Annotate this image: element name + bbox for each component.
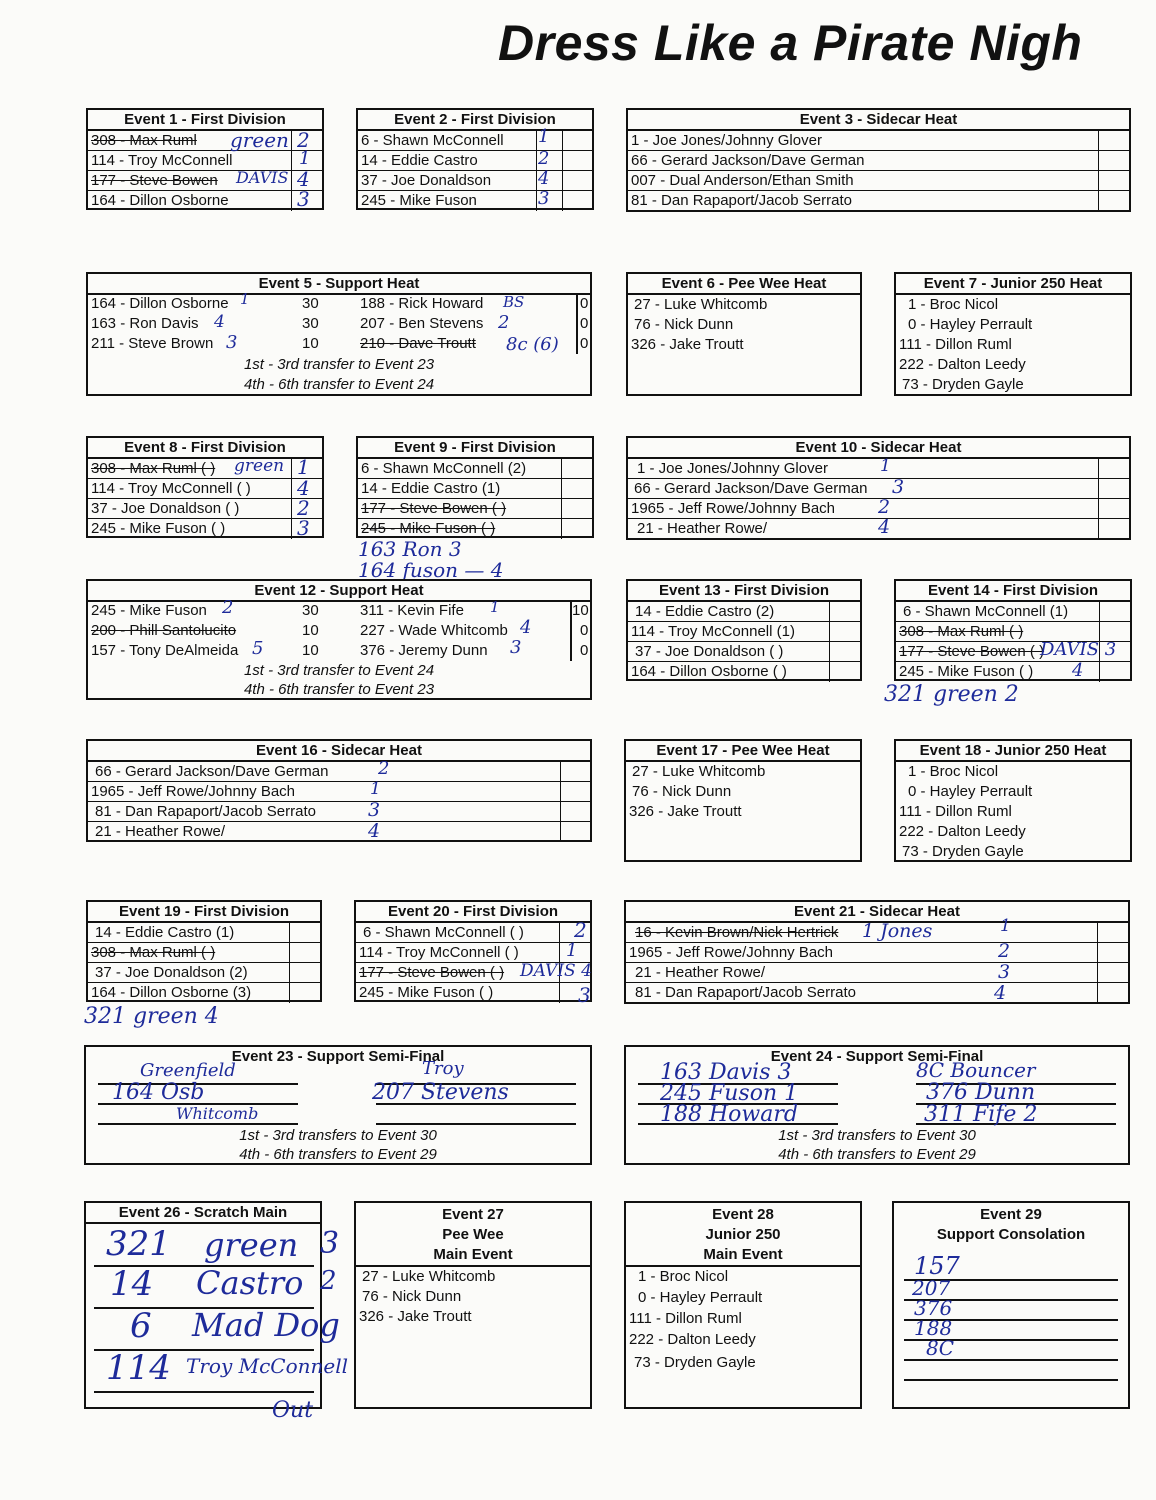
handwritten-note: 1 Jones [862, 920, 933, 942]
event-7-box [894, 272, 1132, 396]
event-2-row: 14 - Eddie Castro [358, 151, 592, 171]
event-12-points: 30 [302, 602, 319, 619]
event-2-row: 245 - Mike Fuson [358, 191, 592, 211]
event-27-type: Main Event [433, 1246, 513, 1263]
event-1-row: 114 - Troy McConnell [88, 151, 322, 171]
event-5-points: 0 [580, 335, 589, 352]
event-24-transfer-note: 4th - 6th transfers to Event 29 [778, 1146, 976, 1163]
event-8-box [86, 436, 324, 538]
event-2-row: 6 - Shawn McConnell [358, 131, 592, 151]
handwritten-place: 1 [490, 598, 500, 616]
event-19-row: 308 - Max Ruml ( ) [88, 943, 320, 963]
handwritten-place: 5 [252, 638, 264, 659]
handwritten-place: 1 [299, 148, 311, 169]
event-27-box [354, 1201, 592, 1409]
handwritten-entry: 157 [914, 1252, 960, 1280]
event-9-row: 6 - Shawn McConnell (2) [358, 459, 592, 479]
event-8-row: 245 - Mike Fuson ( ) [88, 519, 322, 539]
handwritten-place: 1 [566, 940, 578, 961]
event-7-header: Event 7 - Junior 250 Heat [896, 274, 1130, 295]
event-7-entry: 111 - Dillon Ruml [899, 336, 1012, 353]
handwritten-place: 2 [222, 597, 234, 618]
event-18-entry: 111 - Dillon Ruml [899, 803, 1012, 820]
handwritten-entry: 207 [912, 1276, 951, 1300]
event-5-points: 0 [580, 315, 589, 332]
handwritten-note: green [230, 128, 289, 152]
handwritten-place: 1 [297, 455, 310, 479]
event-29-class: Support Consolation [936, 1226, 1086, 1243]
handwritten-note: green [234, 456, 285, 476]
event-19-header: Event 19 - First Division [88, 902, 320, 923]
handwritten-note: DAVIS 3 [1040, 639, 1117, 660]
event-28-entry: 111 - Dillon Ruml [629, 1310, 742, 1327]
event-5-entry: 211 - Steve Brown [91, 335, 214, 352]
handwritten-place: 4 [1072, 660, 1084, 681]
handwritten-place: 3 [510, 637, 522, 658]
handwritten-note: 321 green 2 [884, 682, 1019, 707]
event-12-points: 0 [580, 642, 589, 659]
event-20-header: Event 20 - First Division [356, 902, 590, 923]
handwritten-place: 3 [578, 983, 591, 1007]
event-29-header [894, 1203, 1128, 1245]
handwritten-place: 3 [998, 961, 1011, 983]
handwritten-note: 163 Ron 3 [358, 537, 462, 561]
event-12-points: 10 [302, 642, 319, 659]
event-12-entry: 376 - Jeremy Dunn [360, 642, 488, 659]
event-7-entry: 222 - Dalton Leedy [899, 356, 1026, 373]
event-1-box [86, 108, 324, 210]
event-12-entry: 311 - Kevin Fife [360, 602, 464, 619]
event-17-entry: 76 - Nick Dunn [632, 783, 732, 800]
event-3-row: 66 - Gerard Jackson/Dave German [628, 151, 1129, 171]
event-24-header: Event 24 - Support Semi-Final [770, 1048, 984, 1065]
event-2-row: 37 - Joe Donaldson [358, 171, 592, 191]
event-21-row: 16 - Kevin Brown/Nick Hertrick [626, 923, 1128, 943]
handwritten-entry: 163 Davis 3 [660, 1060, 792, 1085]
event-21-row: 1965 - Jeff Rowe/Johnny Bach [626, 943, 1128, 963]
handwritten-place: 3 [226, 332, 238, 353]
event-16-row: 21 - Heather Rowe/ [88, 822, 590, 842]
event-10-header: Event 10 - Sidecar Heat [628, 438, 1129, 459]
event-10-row: 21 - Heather Rowe/ [628, 519, 1129, 539]
event-8-header: Event 8 - First Division [88, 438, 322, 459]
handwritten-place: 2 [538, 148, 550, 169]
handwritten-entry: 188 [914, 1316, 953, 1340]
event-5-entry: 163 - Ron Davis [91, 315, 199, 332]
event-7-entry: 1 - Broc Nicol [908, 296, 999, 313]
handwritten-entry: 376 [914, 1296, 953, 1320]
event-13-row: 14 - Eddie Castro (2) [628, 602, 860, 622]
event-3-row: 81 - Dan Rapaport/Jacob Serrato [628, 191, 1129, 211]
handwritten-entry: Troy McConnell [186, 1354, 349, 1378]
event-28-box [624, 1201, 862, 1409]
event-28-header [626, 1203, 860, 1267]
event-12-points: 10 [302, 622, 319, 639]
event-26-header: Event 26 - Scratch Main [86, 1203, 320, 1224]
event-1-row: 177 - Steve Bowen [88, 171, 322, 191]
handwritten-entry: Mad Dog [192, 1306, 340, 1344]
handwritten-place: 2 [320, 1266, 337, 1296]
event-23-transfer-note: 4th - 6th transfers to Event 29 [239, 1146, 437, 1163]
handwritten-entry: Whitcomb [176, 1104, 259, 1123]
event-5-entry: 164 - Dillon Osborne [91, 295, 229, 312]
event-14-row: 6 - Shawn McConnell (1) [896, 602, 1130, 622]
event-5-points: 0 [580, 295, 589, 312]
handwritten-note: BS [503, 293, 525, 311]
handwritten-entry: green [204, 1226, 299, 1264]
handwritten-place: 4 [878, 516, 891, 538]
event-19-row: 164 - Dillon Osborne (3) [88, 983, 320, 1003]
event-3-header: Event 3 - Sidecar Heat [628, 110, 1129, 131]
event-10-row: 1 - Joe Jones/Johnny Glover [628, 459, 1129, 479]
event-6-entry: 27 - Luke Whitcomb [634, 296, 768, 313]
handwritten-entry: 207 Stevens [372, 1080, 509, 1105]
event-27-title: Event 27 [442, 1206, 504, 1223]
event-5-header: Event 5 - Support Heat [88, 274, 590, 295]
event-17-box [624, 739, 862, 862]
handwritten-place: 4 [520, 617, 532, 638]
event-13-row: 164 - Dillon Osborne ( ) [628, 662, 860, 682]
event-9-box [356, 436, 594, 538]
event-18-header: Event 18 - Junior 250 Heat [896, 741, 1130, 762]
event-9-row: 177 - Steve Bowen ( ) [358, 499, 592, 519]
handwritten-entry: 6 [130, 1306, 152, 1346]
event-1-row: 308 - Max Ruml [88, 131, 322, 151]
handwritten-place: 4 [297, 476, 310, 500]
handwritten-place: 4 [214, 312, 225, 332]
event-19-row: 14 - Eddie Castro (1) [88, 923, 320, 943]
event-27-class: Pee Wee [442, 1226, 504, 1243]
event-3-row: 1 - Joe Jones/Johnny Glover [628, 131, 1129, 151]
handwritten-entry: Castro [196, 1264, 304, 1302]
event-5-entry: 188 - Rick Howard [360, 295, 484, 312]
event-8-row: 114 - Troy McConnell ( ) [88, 479, 322, 499]
event-28-class: Junior 250 [705, 1226, 781, 1243]
event-20-box [354, 900, 592, 1002]
handwritten-place: 3 [892, 476, 905, 498]
event-28-entry: 0 - Hayley Perrault [638, 1289, 763, 1306]
event-16-box [86, 739, 592, 842]
event-9-row: 14 - Eddie Castro (1) [358, 479, 592, 499]
event-17-entry: 326 - Jake Troutt [629, 803, 742, 820]
handwritten-note: 321 green 4 [84, 1004, 219, 1029]
event-9-header: Event 9 - First Division [358, 438, 592, 459]
event-18-entry: 1 - Broc Nicol [908, 763, 999, 780]
event-8-row: 308 - Max Ruml ( ) [88, 459, 322, 479]
handwritten-place: 3 [538, 188, 550, 209]
handwritten-place: 1 [538, 126, 550, 147]
handwritten-place: 2 [297, 128, 310, 152]
event-20-row: 177 - Steve Bowen ( ) [356, 963, 590, 983]
event-20-row: 114 - Troy McConnell ( ) [356, 943, 590, 963]
handwritten-place: 3 [297, 516, 310, 540]
event-24-transfer-note: 1st - 3rd transfers to Event 30 [778, 1127, 976, 1144]
handwritten-place: 1 [370, 779, 381, 799]
event-12-transfer-note: 4th - 6th transfer to Event 23 [243, 681, 435, 698]
event-16-row: 1965 - Jeff Rowe/Johnny Bach [88, 782, 590, 802]
event-5-points: 10 [302, 335, 319, 352]
event-16-row: 81 - Dan Rapaport/Jacob Serrato [88, 802, 590, 822]
event-28-type: Main Event [703, 1246, 783, 1263]
event-20-row: 245 - Mike Fuson ( ) [356, 983, 590, 1003]
event-27-entry: 326 - Jake Troutt [359, 1308, 472, 1325]
event-1-row: 164 - Dillon Osborne [88, 191, 322, 211]
event-12-entry: 227 - Wade Whitcomb [360, 622, 508, 639]
handwritten-entry: 245 Fuson 1 [660, 1081, 799, 1106]
event-20-row: 6 - Shawn McConnell ( ) [356, 923, 590, 943]
handwritten-note: DAVIS 4 [520, 961, 592, 981]
handwritten-entry: Greenfield [140, 1060, 236, 1081]
event-14-row: 308 - Max Ruml ( ) [896, 622, 1130, 642]
handwritten-place: 3 [297, 187, 310, 211]
event-12-entry: 245 - Mike Fuson [91, 602, 207, 619]
event-12-points: 10 [572, 602, 589, 619]
handwritten-place: 1 [1000, 916, 1011, 936]
page-title: Dress Like a Pirate Nigh [498, 15, 1083, 71]
handwritten-place: 2 [378, 758, 390, 779]
event-28-entry: 222 - Dalton Leedy [629, 1331, 756, 1348]
event-16-row: 66 - Gerard Jackson/Dave German [88, 762, 590, 782]
handwritten-entry: 311 Fife 2 [924, 1102, 1038, 1127]
event-6-entry: 326 - Jake Troutt [631, 336, 744, 353]
handwritten-entry: 164 Osb [112, 1080, 205, 1105]
handwritten-note: 8c (6) [506, 334, 559, 355]
handwritten-place: 3 [320, 1226, 340, 1261]
handwritten-entry: 14 [110, 1264, 154, 1304]
event-27-header [356, 1203, 590, 1267]
event-23-transfer-note: 1st - 3rd transfers to Event 30 [239, 1127, 437, 1144]
event-12-entry: 200 - Phill Santolucito [91, 622, 237, 639]
handwritten-note: 164 fuson — 4 [358, 558, 504, 582]
event-12-transfer-note: 1st - 3rd transfer to Event 24 [243, 662, 435, 679]
handwritten-place: 1 [880, 456, 891, 476]
event-6-box [626, 272, 862, 396]
event-19-box [86, 900, 322, 1002]
event-13-header: Event 13 - First Division [628, 581, 860, 602]
event-14-box [894, 579, 1132, 681]
event-27-entry: 27 - Luke Whitcomb [362, 1268, 496, 1285]
handwritten-place: 4 [368, 820, 381, 842]
event-28-title: Event 28 [712, 1206, 774, 1223]
event-28-entry: 73 - Dryden Gayle [634, 1354, 756, 1371]
event-2-box [356, 108, 594, 210]
handwritten-note: Out [272, 1398, 314, 1423]
event-5-transfer-note: 4th - 6th transfer to Event 24 [243, 376, 435, 393]
handwritten-place: 4 [994, 982, 1007, 1004]
event-21-header: Event 21 - Sidecar Heat [626, 902, 1128, 923]
handwritten-place: 4 [538, 168, 550, 189]
event-9-row: 245 - Mike Fuson ( ) [358, 519, 592, 539]
event-14-row: 245 - Mike Fuson ( ) [896, 662, 1130, 682]
handwritten-place: 2 [878, 496, 891, 518]
event-21-box [624, 900, 1130, 1004]
event-3-row: 007 - Dual Anderson/Ethan Smith [628, 171, 1129, 191]
handwritten-place: 3 [368, 799, 381, 821]
event-6-header: Event 6 - Pee Wee Heat [628, 274, 860, 295]
event-5-transfer-note: 1st - 3rd transfer to Event 23 [243, 356, 435, 373]
handwritten-place: 4 [297, 167, 310, 191]
event-18-entry: 73 - Dryden Gayle [902, 843, 1024, 860]
event-10-row: 66 - Gerard Jackson/Dave German [628, 479, 1129, 499]
event-17-header: Event 17 - Pee Wee Heat [626, 741, 860, 762]
handwritten-place: 2 [574, 918, 587, 942]
handwritten-entry: 114 [106, 1348, 171, 1388]
event-19-row: 37 - Joe Donaldson (2) [88, 963, 320, 983]
event-18-box [894, 739, 1132, 862]
event-2-header: Event 2 - First Division [358, 110, 592, 131]
event-13-row: 37 - Joe Donaldson ( ) [628, 642, 860, 662]
event-14-header: Event 14 - First Division [896, 581, 1130, 602]
event-1-header: Event 1 - First Division [88, 110, 322, 131]
event-29-title: Event 29 [980, 1206, 1042, 1223]
event-21-row: 81 - Dan Rapaport/Jacob Serrato [626, 983, 1128, 1003]
event-5-points: 30 [302, 315, 319, 332]
event-12-entry: 157 - Tony DeAlmeida [91, 642, 239, 659]
event-12-points: 0 [580, 622, 589, 639]
handwritten-entry: Troy [422, 1058, 464, 1079]
event-23-header: Event 23 - Support Semi-Final [231, 1048, 445, 1065]
event-7-entry: 0 - Hayley Perrault [908, 316, 1033, 333]
handwritten-entry: 188 Howard [660, 1102, 798, 1127]
event-27-entry: 76 - Nick Dunn [362, 1288, 462, 1305]
event-7-entry: 73 - Dryden Gayle [902, 376, 1024, 393]
event-18-entry: 0 - Hayley Perrault [908, 783, 1033, 800]
event-5-entry: 210 - Dave Troutt [360, 335, 476, 352]
handwritten-entry: 376 Dunn [926, 1080, 1036, 1105]
handwritten-place: 1 [240, 290, 250, 308]
event-16-header: Event 16 - Sidecar Heat [88, 741, 590, 762]
event-10-row: 1965 - Jeff Rowe/Johnny Bach [628, 499, 1129, 519]
event-28-entry: 1 - Broc Nicol [638, 1268, 729, 1285]
event-6-entry: 76 - Nick Dunn [634, 316, 734, 333]
handwritten-entry: 8C [926, 1336, 955, 1360]
handwritten-place: 2 [998, 940, 1011, 962]
event-18-entry: 222 - Dalton Leedy [899, 823, 1026, 840]
event-5-entry: 207 - Ben Stevens [360, 315, 484, 332]
handwritten-entry: 321 [106, 1224, 171, 1264]
handwritten-note: DAVIS [236, 168, 289, 187]
event-8-row: 37 - Joe Donaldson ( ) [88, 499, 322, 519]
handwritten-place: 2 [498, 312, 510, 333]
handwritten-entry: 8C Bouncer [916, 1058, 1036, 1082]
event-13-box [626, 579, 862, 681]
event-3-box [626, 108, 1131, 212]
event-5-points: 30 [302, 295, 319, 312]
event-14-row: 177 - Steve Bowen ( ) [896, 642, 1130, 662]
event-13-row: 114 - Troy McConnell (1) [628, 622, 860, 642]
event-17-entry: 27 - Luke Whitcomb [632, 763, 766, 780]
event-12-header: Event 12 - Support Heat [88, 581, 590, 602]
handwritten-place: 2 [297, 496, 310, 520]
event-21-row: 21 - Heather Rowe/ [626, 963, 1128, 983]
